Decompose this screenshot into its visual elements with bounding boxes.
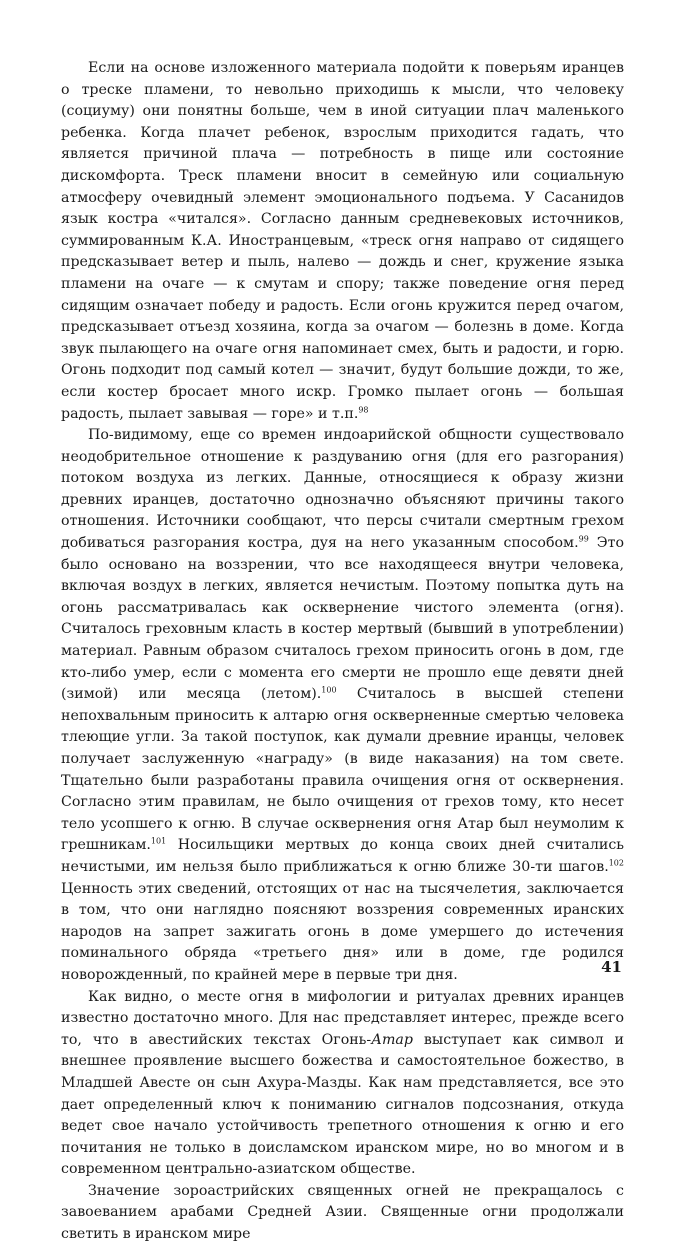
footnote-ref-102[interactable]: 102	[608, 858, 624, 868]
footnote-ref-98[interactable]: 98	[358, 404, 369, 414]
text-segment: Как видно, о месте огня в мифологии и ритуалах древних иранцев известно достаточно много. Для нас представляет интерес, прежде всего то, что в авестийских текстах Огонь-	[61, 988, 624, 1048]
paragraph-3	[61, 987, 624, 1181]
text-segment: Это было основано на воззрении, что все находящееся внутри человека, включая воздух в легких, является нечистым. Поэтому попытка дуть на огонь рассматривалась как осквернение чистого элемента (огня). Считалось греховным класть в костер мертвый (бывший в употреблении) материал. Равным образом считалось грехом приносить огонь в дом, где кто-либо умер, если с момента его смерти не прошло еще девяти дней (зимой) или месяца (летом).	[61, 535, 624, 703]
text-segment: выступает как символ и внешнее проявление высшего божества и самостоятельное божество, в Младшей Авесте он сын Ахура-Мазды. Как нам представляется, все это дает определенный ключ к пониманию сигналов подсознания, откуда ведет свое начало устойчивость трепетного отношения к огню и его почитания не только в доисламском иранском мире, но во многом и в современном центрально-азиатском обществе.	[61, 1031, 625, 1178]
text-segment: Носильщики мертвых до конца своих дней считались нечистыми, им нельзя было приближаться к огню ближе 30-ти шагов.	[61, 837, 624, 875]
footnote-ref-100[interactable]: 100	[321, 685, 337, 695]
page-number: 41	[601, 958, 622, 976]
text-segment: По-видимому, еще со времен индоарийской общности существовало неодобрительное отношение к раздуванию огня (для его разгорания) потоком воздуха из легких. Данные, относящиеся к образу жизни древних иранцев, достаточно однозначно объясняют причины такого отношения. Источники сообщают, что персы считали смертным грехом добиваться разгорания костра, дуя на него указанным способом.	[61, 427, 624, 552]
body-text	[61, 58, 624, 1246]
footnote-ref-101[interactable]: 101	[150, 836, 167, 846]
text-segment: Значение зороастрийских священных огней не прекращалось с завоеванием арабами Средней Азии. Священные огни продолжали светить в иранском мире	[61, 1182, 624, 1243]
text-segment: Если на основе изложенного материала подойти к поверьям иранцев о треске пламени, то невольно приходишь к мысли, что человеку (социуму) они понятны больше, чем в иной ситуации плач маленького ребенка. Когда плачет ребенок, взрослым приходится гадать, что является причиной плача — потребность в пище или состояние дискомфорта. Треск пламени вносит в семейную или социальную атмосферу очевидный элемент эмоционального подъема. У Сасанидов язык костра «читался». Согласно данным средневековых источников, суммированным К.А. Иностранцевым, «треск огня направо от сидящего предсказывает ветер и пыль, налево — дождь и снег, кружение языка пламени на очаге — к смутам и спору; также поведение огня перед сидящим означает победу и радость. Если огонь кружится перед очагом, предсказывает отъезд хозяина, когда за очагом — болезнь в доме. Когда звук пылающего на очаге огня напоминает смех, быть и радости, и горю. Огонь подходит под самый котел — значит, будут большие дожди, то же, если костер бросает много искр. Громко пылает огонь — большая радость, пылает завывая — горе» и т.п.	[61, 60, 624, 422]
italic-term: Атар	[371, 1031, 413, 1048]
paragraph-4	[61, 1181, 624, 1246]
text-segment: Ценность этих сведений, отстоящих от нас на тысячелетия, заключается в том, что они наглядно поясняют воззрения современных иранских народов на запрет зажигать огонь в доме умершего до истечения поминального обряда «третьего дня» или в доме, где родился новорожденный, по крайней мере в первые три дня.	[61, 880, 624, 983]
paragraph-1	[61, 58, 624, 425]
paragraph-2	[61, 425, 624, 986]
text-segment: Считалось в высшей степени непохвальным приносить к алтарю огня оскверненные смертью человека тлеющие угли. За такой поступок, как думали древние иранцы, человек получает заслуженную «награду» (в виде наказания) на том свете. Тщательно были разработаны правила очищения огня от осквернения. Согласно этим правилам, не было очищения от грехов тому, кто несет тело усопшего к огню. В случае осквернения огня Атар был неумолим к грешникам.	[61, 686, 624, 854]
footnote-ref-99[interactable]: 99	[578, 534, 589, 544]
